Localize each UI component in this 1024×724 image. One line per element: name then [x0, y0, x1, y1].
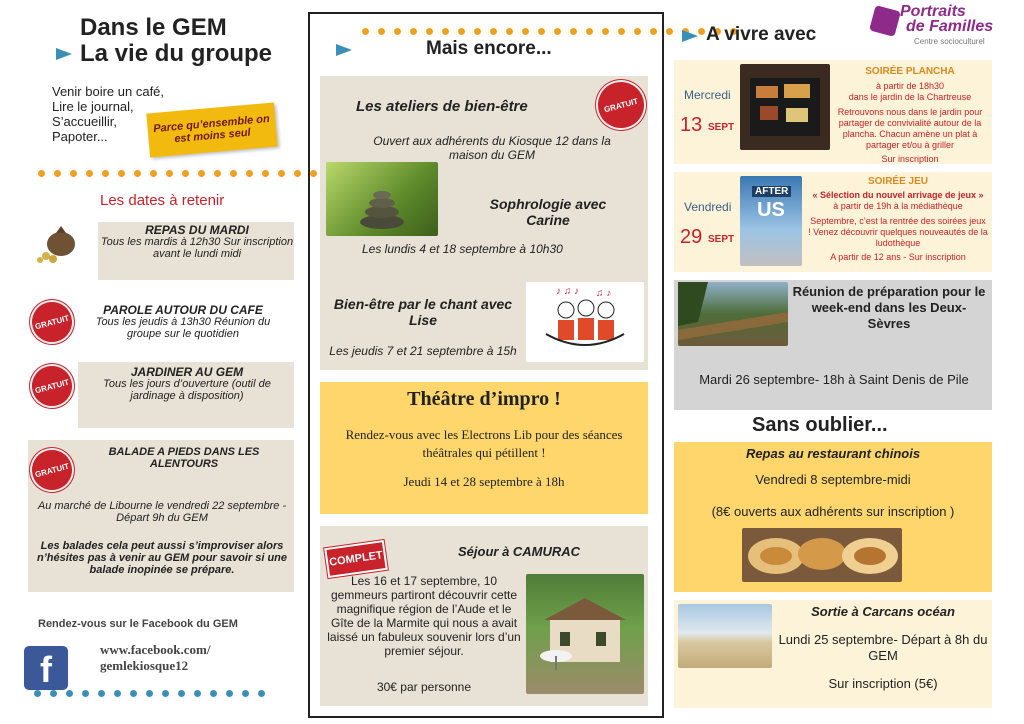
facebook-label: Rendez-vous sur le Facebook du GEM — [38, 618, 238, 630]
sortie-title: Sortie à Carcans océan — [811, 604, 955, 619]
gratuit-badge: GRATUIT — [25, 295, 79, 349]
puzzle-logo-icon — [869, 5, 901, 37]
event2-month: SEPT — [708, 234, 735, 245]
event2-note: A partir de 12 ans - Sur inscription — [830, 252, 966, 262]
bienetre-text: Ouvert aux adhérents du Kiosque 12 dans la maison du GEM — [373, 134, 611, 162]
repas-chinois-note: (8€ ouverts aux adhérents sur inscription ) — [711, 504, 955, 519]
gratuit-badge: GRATUIT — [25, 359, 79, 413]
sortie-text: Lundi 25 septembre- Départ à 8h du GEM — [778, 632, 988, 663]
sophro-title: Sophrologie avec Carine — [489, 196, 607, 228]
event1-line2: dans le jardin de la Chartreuse — [848, 92, 972, 102]
middle-title: Mais encore... — [426, 38, 552, 59]
marsh-image — [678, 282, 788, 346]
complet-sign: COMPLET — [324, 540, 388, 578]
logo-line3: Centre socioculturel — [914, 37, 985, 46]
sejour-price: 30€ par personne — [376, 680, 472, 694]
sejour-title: Séjour à CAMURAC — [458, 544, 581, 559]
beach-image — [678, 604, 772, 668]
event1-month: SEPT — [708, 122, 735, 133]
intro-line: Venir boire un café, — [52, 84, 165, 99]
sophro-text: Les lundis 4 et 18 septembre à 10h30 — [362, 242, 563, 256]
event1-line1: à partir de 18h30 — [875, 81, 945, 91]
jardiner-text: Tous les jours d’ouverture (outil de jardinage à disposition) — [103, 378, 271, 402]
event2-desc: Septembre, c’est la rentrée des soirées jeux ! Venez découvrir quelques nouveautés de la ludothèque — [808, 216, 988, 248]
parole-block — [86, 304, 280, 340]
theatre-text: Rendez-vous avec les Electrons Lib pour des séances théâtrales qui pétillent ! — [345, 427, 623, 460]
left-title-1: Dans le GEM — [80, 14, 227, 41]
sortie-note: Sur inscription (5€) — [828, 676, 938, 691]
svg-text:♫ ♪: ♫ ♪ — [596, 288, 612, 299]
balade-text2: Les balades cela peut aussi s’improviser alors n’hésites pas à venir au GEM pour savoir si une balade inopinée se prépare. — [36, 540, 288, 576]
parole-title: PAROLE AUTOUR DU CAFE — [103, 303, 263, 317]
game-box-image — [740, 176, 802, 266]
partner-logo — [900, 4, 993, 49]
money-bag-icon — [26, 222, 96, 266]
chant-text: Les jeudis 7 et 21 septembre à 15h — [329, 344, 517, 358]
arrow-icon — [336, 44, 352, 56]
intro-line: S’accueillir, — [52, 114, 118, 129]
arrow-icon — [682, 30, 698, 42]
facebook-url-line1[interactable]: www.facebook.com/ — [100, 642, 211, 657]
right-title: A vivre avec — [706, 24, 817, 45]
intro-line: Lire le journal, — [52, 99, 134, 114]
chant-title: Bien-être par le chant avec Lise — [333, 296, 513, 328]
event2-num: 29 — [680, 226, 703, 248]
arrow-icon — [56, 48, 72, 60]
repas-title: REPAS DU MARDI — [145, 223, 249, 237]
plancha-image — [740, 64, 830, 150]
facebook-url-line2[interactable]: gemlekiosque12 — [100, 658, 189, 673]
dots-divider — [38, 170, 349, 177]
logo-line2: de Familles — [906, 18, 994, 35]
chinese-food-image — [742, 528, 902, 582]
singers-image — [526, 282, 644, 362]
dots-divider — [362, 28, 737, 35]
event1-title: SOIRÉE PLANCHA — [865, 66, 955, 77]
event2-title: SOIRÉE JEU — [867, 176, 929, 187]
facebook-url[interactable] — [100, 642, 211, 674]
logo-line1: Portraits — [900, 3, 966, 20]
bienetre-title: Les ateliers de bien-être — [356, 98, 528, 115]
event1-day: Mercredi — [684, 88, 731, 102]
repas-block — [100, 224, 294, 260]
event1-note: Sur inscription — [881, 154, 939, 164]
sticky-note: Parce qu’ensemble on est moins seul — [146, 103, 277, 158]
jardiner-block — [82, 366, 292, 402]
event2-day: Vendredi — [684, 200, 732, 214]
reunion-title: Réunion de préparation pour le week-end dans les Deux- Sèvres — [792, 284, 986, 331]
event2-line1: « Sélection du nouvel arrivage de jeux » — [812, 190, 984, 200]
jardiner-title: JARDINER AU GEM — [130, 365, 244, 379]
gite-image — [526, 574, 644, 694]
event2-line2: à partir de 19h à la médiathèque — [833, 201, 963, 211]
theatre-dates: Jeudi 14 et 28 septembre à 18h — [403, 474, 565, 489]
svg-text:♪ ♫ ♪: ♪ ♫ ♪ — [556, 286, 580, 297]
balade-text1: Au marché de Libourne le vendredi 22 septembre - Départ 9h du GEM — [37, 500, 287, 524]
sans-oublier-title: Sans oublier... — [752, 414, 888, 436]
sejour-text: Les 16 et 17 septembre, 10 gemmeurs partiront découvrir cette magnifique région de l’Aude et le Gîte de la Marmite qui nous a avait laissé un fabuleux souvenir lors d’un premier séjour. — [327, 574, 521, 658]
game-title-2: US — [757, 199, 785, 221]
parole-text: Tous les jeudis à 13h30 Réunion du groupe sur le quotidien — [95, 316, 271, 340]
dots-divider — [34, 690, 265, 697]
game-title-1: AFTER — [752, 186, 791, 197]
event1-desc: Retrouvons nous dans le jardin pour partager de convivialité autour de la plancha. Chacun amène un plat à partager et/ou à griller — [837, 107, 983, 150]
event1-details — [832, 66, 988, 165]
event2-details — [808, 176, 988, 263]
gratuit-badge: GRATUIT — [25, 443, 79, 497]
balade-title: BALADE A PIEDS DANS LES ALENTOURS — [108, 446, 260, 470]
repas-chinois-text: Vendredi 8 septembre-midi — [755, 472, 911, 487]
left-title-2: La vie du groupe — [80, 40, 273, 67]
repas-chinois-title: Repas au restaurant chinois — [745, 446, 921, 461]
event1-num: 13 — [680, 114, 703, 136]
gratuit-badge: GRATUIT — [590, 74, 651, 135]
intro-line: Papoter... — [52, 129, 108, 144]
dates-title: Les dates à retenir — [100, 192, 225, 209]
facebook-icon[interactable]: f — [24, 646, 68, 690]
zen-stones-image — [326, 162, 438, 236]
theatre-title: Théâtre d’impro ! — [407, 388, 561, 410]
repas-text: Tous les mardis à 12h30 Sur inscription avant le lundi midi — [100, 236, 294, 260]
reunion-text: Mardi 26 septembre- 18h à Saint Denis de Pile — [699, 372, 969, 387]
